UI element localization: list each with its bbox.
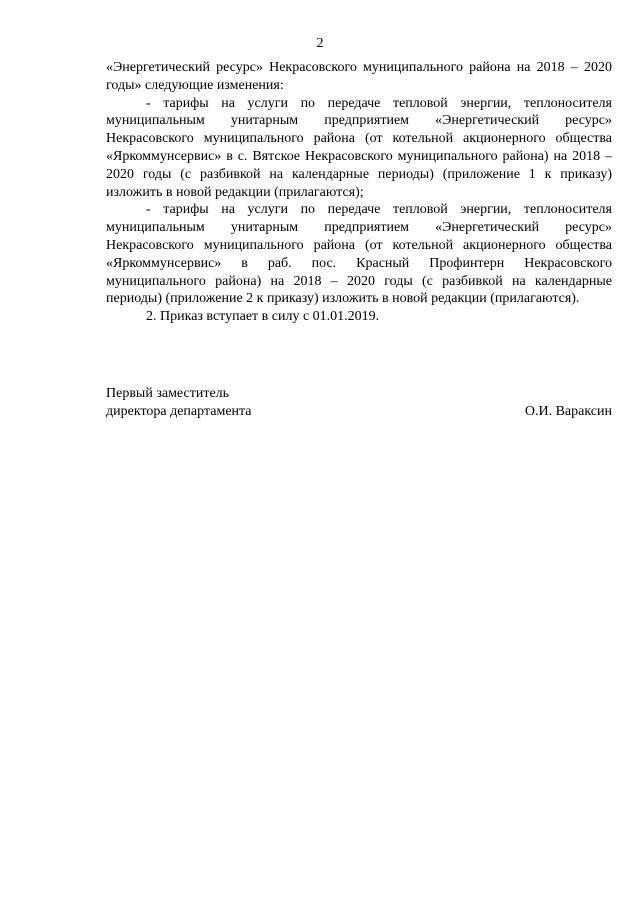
signature-block: [106, 385, 612, 421]
signature-row: [106, 403, 612, 421]
signatory-name: О.И. Вараксин: [524, 403, 612, 419]
paragraph-tariff-item-1: - тарифы на услуги по передаче тепловой энергии, теплоносителя муниципальным унитарным предприятием «Энергетический ресурс» Некрасовского муниципального района (от котельной акционерного общества «Яркоммунсервис» в с. Вятское Некрасовского муниципального района) на 2018 – 2020 годы (с разбивкой на календарные периоды) (приложение 1 к приказу) изложить в новой редакции (прилагаются);: [106, 95, 612, 200]
page-number: 2: [316, 36, 324, 51]
paragraph-tariff-item-2: - тарифы на услуги по передаче тепловой энергии, теплоносителя муниципальным унитарным предприятием «Энергетический ресурс» Некрасовского муниципального района (от котельной акционерного общества «Яркоммунсервис» в раб. пос. Красный Профинтерн Некрасовского муниципального района) на 2018 – 2020 годы (с разбивкой на календарные периоды) (приложение 2 к приказу) изложить в новой редакции (прилагаются).: [106, 202, 612, 307]
paragraph-intro-continuation: «Энергетический ресурс» Некрасовского муниципального района на 2018 – 2020 годы» следующие изменения:: [106, 60, 612, 93]
signatory-title-line1: Первый заместитель: [106, 386, 230, 401]
document-body: [106, 59, 612, 326]
paragraph-effective-date: 2. Приказ вступает в силу с 01.01.2019.: [146, 309, 380, 325]
signatory-title-line2: директора департамента: [106, 403, 252, 419]
